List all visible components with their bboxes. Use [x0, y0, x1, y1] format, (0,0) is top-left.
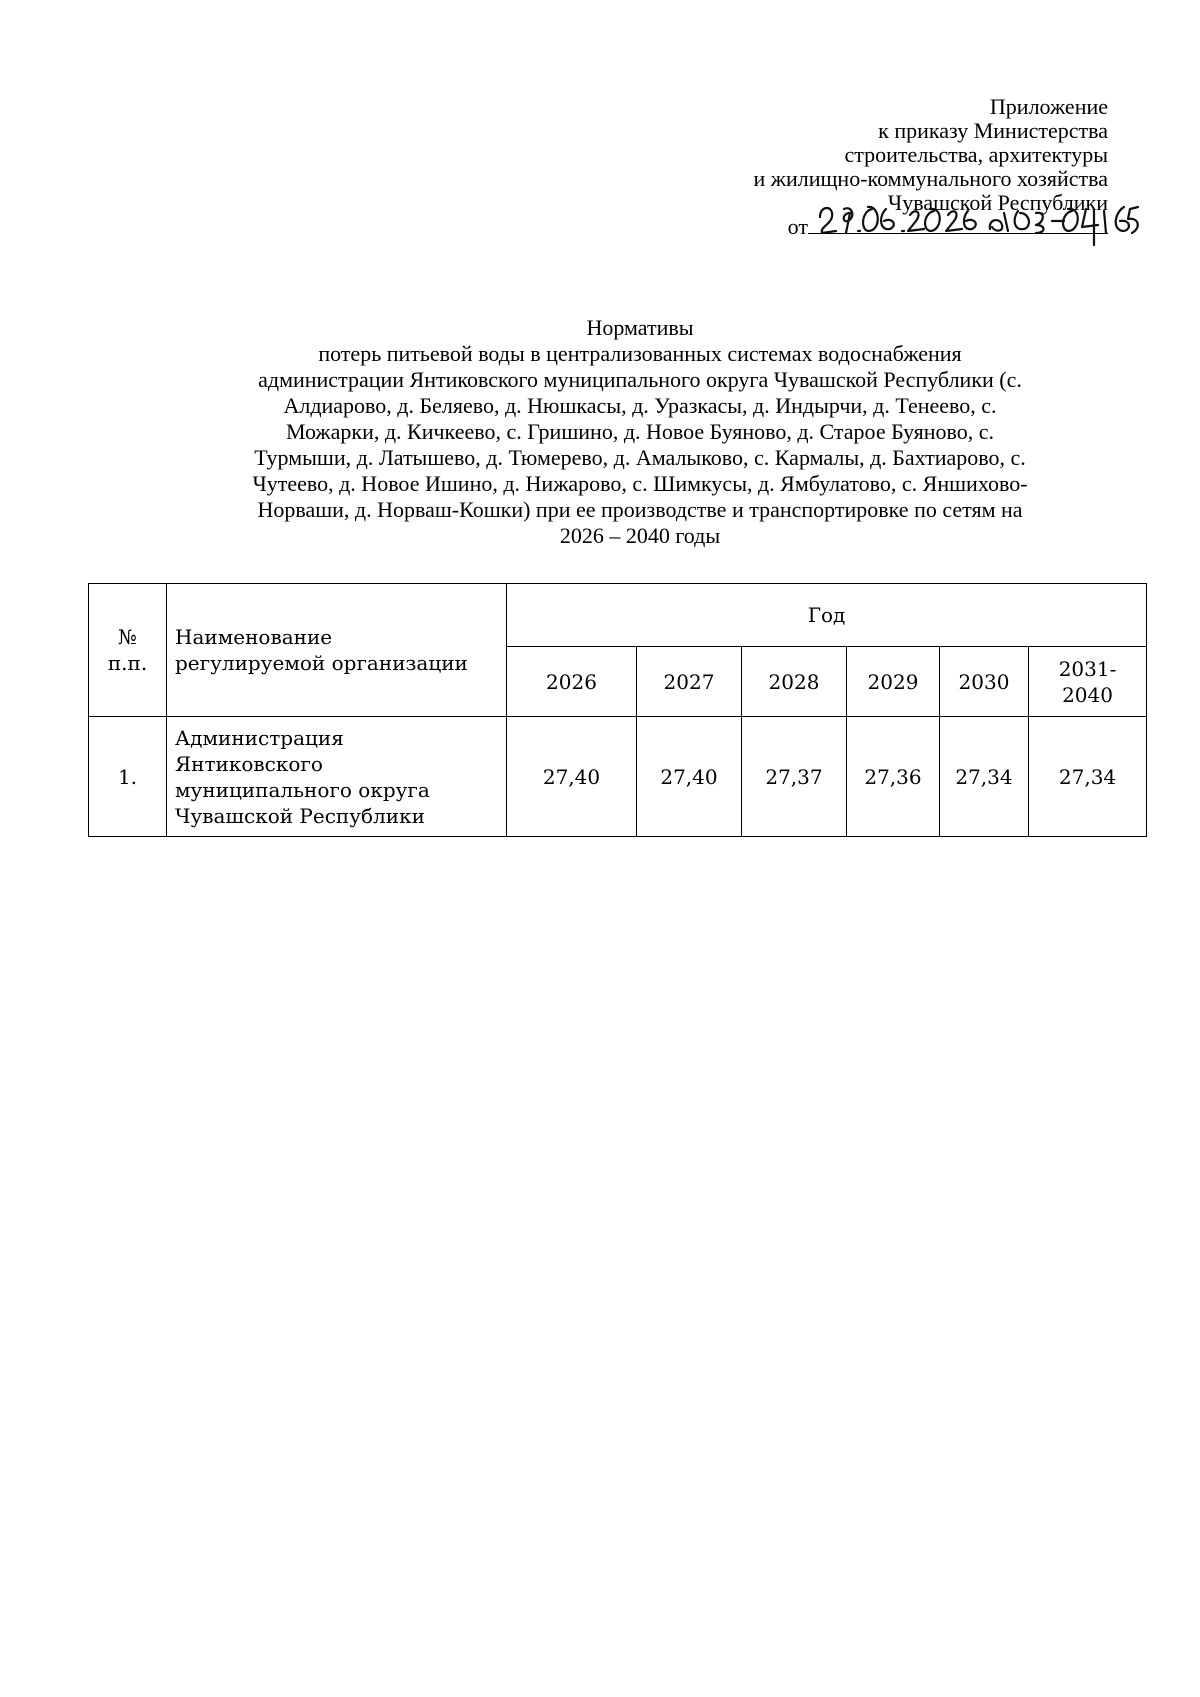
value-2026: 27,40	[507, 717, 637, 837]
value-2029: 27,36	[847, 717, 940, 837]
header-year-2026: 2026	[507, 647, 637, 717]
appendix-line-5: Чувашской Республики	[887, 190, 1108, 215]
title-line-4: Можарки, д. Кичкеево, с. Гришино, д. Новое Буяново, д. Старое Буяново, с.	[285, 419, 995, 444]
header-row-1	[89, 584, 1147, 647]
header-year-2029: 2029	[847, 647, 940, 717]
header-num: № п.п.	[89, 584, 167, 717]
appendix-line-1: Приложение	[989, 94, 1108, 119]
norms-table	[88, 583, 1147, 837]
appendix-block	[753, 95, 1108, 239]
header-year-2030: 2030	[940, 647, 1029, 717]
value-2030: 27,34	[940, 717, 1029, 837]
header-year-group: Год	[507, 584, 1147, 647]
value-2028: 27,37	[742, 717, 847, 837]
handwritten-date-signature	[812, 187, 1142, 243]
header-year-2027: 2027	[637, 647, 742, 717]
date-prefix: от	[787, 214, 808, 239]
value-2031-2040: 27,34	[1029, 717, 1147, 837]
appendix-line-4: и жилищно-коммунального хозяйства	[753, 166, 1108, 191]
title-line-3: Алдиарово, д. Беляево, д. Нюшкасы, д. Уразкасы, д. Индырчи, д. Тенеево, с.	[283, 393, 997, 418]
row-org-name: Администрация Янтиковского муниципального округа Чувашской Республики	[167, 717, 507, 837]
title-heading: Нормативы	[586, 315, 694, 340]
value-2027: 27,40	[637, 717, 742, 837]
title-line-6: Чутеево, д. Новое Ишино, д. Нижарово, с. Шимкусы, д. Ямбулатово, с. Яншихово-	[252, 471, 1028, 496]
header-year-2028: 2028	[742, 647, 847, 717]
date-blank	[808, 215, 1108, 234]
appendix-line-2: к приказу Министерства	[878, 118, 1108, 143]
header-org-name: Наименование регулируемой организации	[167, 584, 507, 717]
row-number: 1.	[89, 717, 167, 837]
title-line-5: Турмыши, д. Латышево, д. Тюмерево, д. Амалыково, с. Кармалы, д. Бахтиарово, с.	[254, 445, 1026, 470]
table-row	[89, 717, 1147, 837]
title-line-1: потерь питьевой воды в централизованных системах водоснабжения	[318, 341, 962, 366]
appendix-line-3: строительства, архитектуры	[844, 142, 1108, 167]
title-line-8: 2026 – 2040 годы	[559, 523, 721, 548]
title-line-7: Норваши, д. Норваш-Кошки) при ее производстве и транспортировке по сетям на	[257, 497, 1023, 522]
date-line	[753, 215, 1108, 239]
document-title	[160, 315, 1120, 549]
header-year-2031-2040: 2031- 2040	[1029, 647, 1147, 717]
title-line-2: администрации Янтиковского муниципального округа Чувашской Республики (с.	[258, 367, 1022, 392]
